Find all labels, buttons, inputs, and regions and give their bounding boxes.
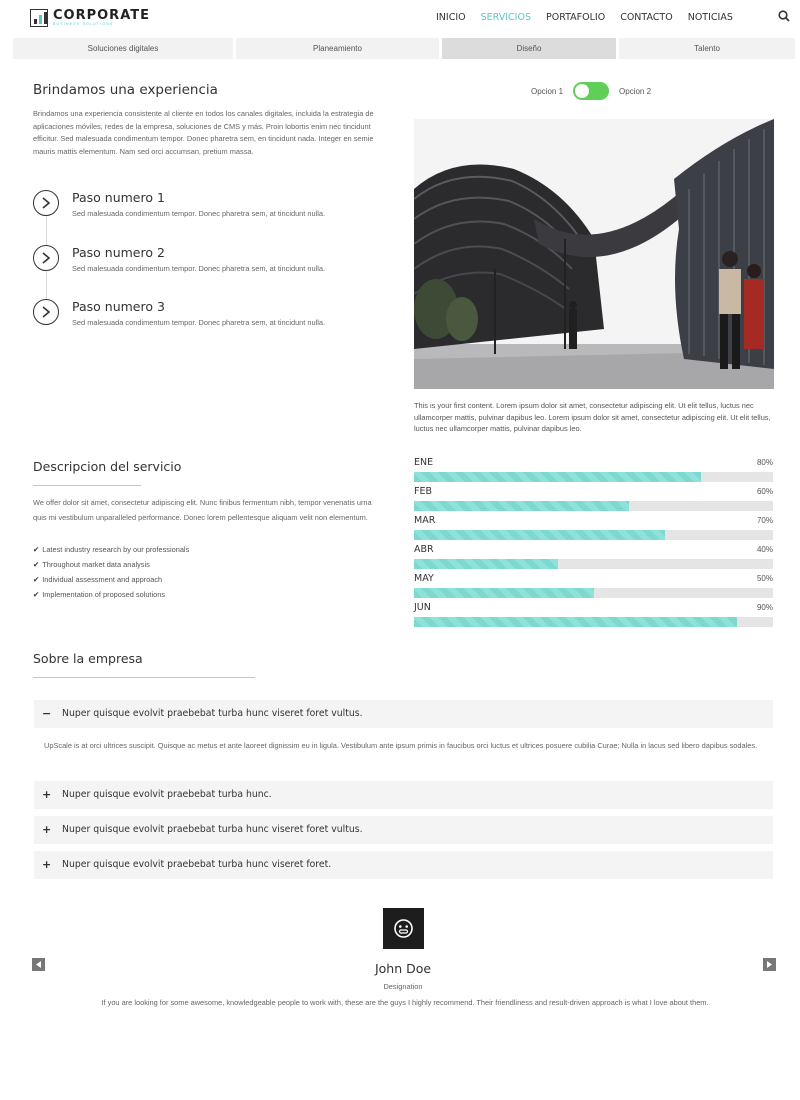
face-icon: [393, 918, 414, 939]
progress-row: [414, 544, 773, 573]
testimonial-role: Designation: [383, 982, 423, 991]
progress-track: [414, 617, 773, 627]
feature-text: Throughout market data analysis: [42, 560, 150, 569]
progress-percent: 50%: [756, 574, 773, 583]
building-photo: [414, 119, 774, 389]
step-item: [33, 299, 393, 354]
feature-text: Latest industry research by our professionals: [42, 545, 190, 554]
avatar: [383, 908, 424, 949]
progress-label: JUN: [414, 602, 431, 613]
step-text: Sed malesuada condimentum tempor. Donec pharetra sem, at tincidunt nulla.: [72, 263, 326, 273]
accordion-title: Nuper quisque evolvit praebebat turba hunc viseret foret.: [62, 859, 332, 870]
check-icon: ✔: [33, 590, 40, 599]
tab-planeamiento[interactable]: Planeamiento: [236, 38, 439, 59]
step-title: Paso numero 1: [72, 190, 165, 205]
option-2-label: Opcion 2: [619, 86, 652, 96]
intro-title: Brindamos una experiencia: [33, 82, 218, 98]
chevron-right-icon: [33, 190, 59, 216]
title-underline: [33, 677, 255, 678]
feature-text: Individual assessment and approach: [42, 575, 163, 584]
list-item: [33, 572, 189, 587]
nav-servicios[interactable]: SERVICIOS: [480, 12, 531, 23]
progress-fill: [414, 472, 701, 482]
progress-label: ABR: [414, 544, 434, 555]
progress-track: [414, 501, 773, 511]
nav-noticias[interactable]: NOTICIAS: [687, 12, 733, 23]
list-item: [33, 557, 189, 572]
step-item: [33, 245, 393, 300]
progress-row: [414, 457, 773, 486]
intro-body: Brindamos una experiencia consistente al cliente en todos los canales digitales, incluida la estrategia de aplicaciones móviles, redes de la empresa, soluciones de CMS y más. Proin lobortis enim nec tincidunt efficitur. Sed malesuada condimentum tempor. Donec pharetra sem, en tincidunt nada. Integer en semie mauris mattis elementum. Nam sed orci accumsan, pretium massa.: [33, 109, 374, 156]
progress-percent: 80%: [756, 458, 773, 467]
progress-row: [414, 573, 773, 602]
option-toggle-group: [531, 82, 651, 100]
progress-fill: [414, 617, 737, 627]
progress-fill: [414, 501, 629, 511]
about-title: Sobre la empresa: [33, 651, 143, 666]
title-underline: [33, 485, 141, 486]
progress-label: MAY: [414, 573, 434, 584]
accordion-item-1[interactable]: [34, 700, 773, 728]
logo-mark-icon: [30, 9, 48, 27]
check-icon: ✔: [33, 560, 40, 569]
plus-icon: +: [42, 823, 52, 836]
tab-soluciones-digitales[interactable]: Soluciones digitales: [13, 38, 233, 59]
service-tabs: [13, 38, 795, 59]
step-connector: [46, 271, 47, 300]
check-icon: ✔: [33, 575, 40, 584]
step-connector: [46, 216, 47, 245]
feature-text: Implementation of proposed solutions: [42, 590, 166, 599]
progress-row: [414, 515, 773, 544]
testimonial-quote: If you are looking for some awesome, knowledgeable people to work with, these are the guys I highly recommend. Their friendliness and result-driven approach is what I love about them.: [101, 998, 709, 1007]
accordion-item-2[interactable]: [34, 781, 773, 809]
tab-talento[interactable]: Talento: [619, 38, 795, 59]
progress-track: [414, 472, 773, 482]
nav-contacto[interactable]: CONTACTO: [620, 12, 673, 23]
service-title: Descripcion del servicio: [33, 459, 182, 474]
testimonial-name: John Doe: [374, 961, 432, 976]
progress-track: [414, 588, 773, 598]
step-title: Paso numero 2: [72, 244, 165, 260]
step-item: [33, 190, 393, 245]
progress-bars: [414, 457, 773, 631]
accordion-item-4[interactable]: [34, 851, 773, 879]
progress-row: [414, 486, 773, 515]
minus-icon: −: [42, 707, 52, 720]
progress-percent: 70%: [756, 516, 773, 525]
step-text: Sed malesuada condimentum tempor. Donec pharetra sem, at tincidunt nulla.: [72, 209, 326, 218]
step-text: Sed malesuada condimentum tempor. Donec pharetra sem, at tincidunt nulla.: [72, 318, 326, 327]
progress-percent: 90%: [756, 603, 773, 612]
progress-fill: [414, 530, 665, 540]
plus-icon: +: [42, 858, 52, 871]
nav-portafolio[interactable]: PORTAFOLIO: [545, 12, 606, 23]
progress-fill: [414, 559, 558, 569]
progress-percent: 60%: [756, 487, 773, 496]
accordion-title: Nuper quisque evolvit praebebat turba hunc viseret foret vultus.: [62, 708, 363, 719]
progress-row: [414, 602, 773, 631]
main-nav: [436, 12, 748, 23]
accordion-body: UpScale is at orci ultrices suscipit. Quisque ac metus et ante laoreet dignissim eu in ligula. Vestibulum ante ipsum primis in faucibus orci luctus et ultrices posuere cubilia Curae; Nulla in lacus sed libero dapibus sodales.: [44, 741, 758, 750]
steps-list: [33, 190, 393, 354]
chevron-right-icon: [33, 245, 59, 271]
logo[interactable]: [30, 8, 150, 28]
option-1-label: Opcion 1: [531, 86, 564, 96]
check-icon: ✔: [33, 545, 40, 554]
site-header: [0, 0, 800, 36]
plus-icon: +: [42, 788, 52, 801]
tab-diseno[interactable]: Diseño: [442, 38, 616, 59]
brand-tagline: BUSINESS SOLUTIONS: [53, 22, 114, 26]
progress-label: FEB: [414, 486, 432, 497]
search-icon[interactable]: [778, 10, 790, 22]
accordion-item-3[interactable]: [34, 816, 773, 844]
list-item: [33, 587, 189, 602]
step-title: Paso numero 3: [72, 299, 165, 314]
nav-inicio[interactable]: INICIO: [436, 12, 466, 23]
accordion-title: Nuper quisque evolvit praebebat turba hunc.: [62, 789, 272, 800]
brand-name: CORPORATE: [53, 8, 150, 23]
accordion-title: Nuper quisque evolvit praebebat turba hunc viseret foret vultus.: [62, 824, 363, 835]
toggle-knob: [575, 84, 589, 98]
photo-caption: This is your first content. Lorem ipsum dolor sit amet, consectetur adipiscing elit. Ut elit tellus, luctus nec ullamcorper mattis, pulvinar dapibus leo. Lorem ipsum dolor sit amet, consectetur adipiscing elit. Ut elit tellus, luctus nec ullamcorper mattis, pulvinar dapibus leo.: [414, 401, 771, 433]
progress-label: ENE: [414, 457, 434, 468]
list-item: [33, 542, 189, 557]
progress-label: MAR: [414, 515, 436, 526]
progress-track: [414, 530, 773, 540]
progress-track: [414, 559, 773, 569]
chevron-right-icon: [33, 299, 59, 325]
service-body: We offer dolor sit amet, consectetur adipiscing elit. Nunc finibus fermentum nibh, tempor venenatis urna quis mi vestibulum unparalleled performance. Donec lorem pellentesque aliquam velit non elementum.: [33, 498, 372, 522]
option-toggle-switch[interactable]: [573, 82, 609, 100]
progress-fill: [414, 588, 594, 598]
progress-percent: 40%: [756, 545, 773, 554]
feature-list: [33, 542, 189, 602]
